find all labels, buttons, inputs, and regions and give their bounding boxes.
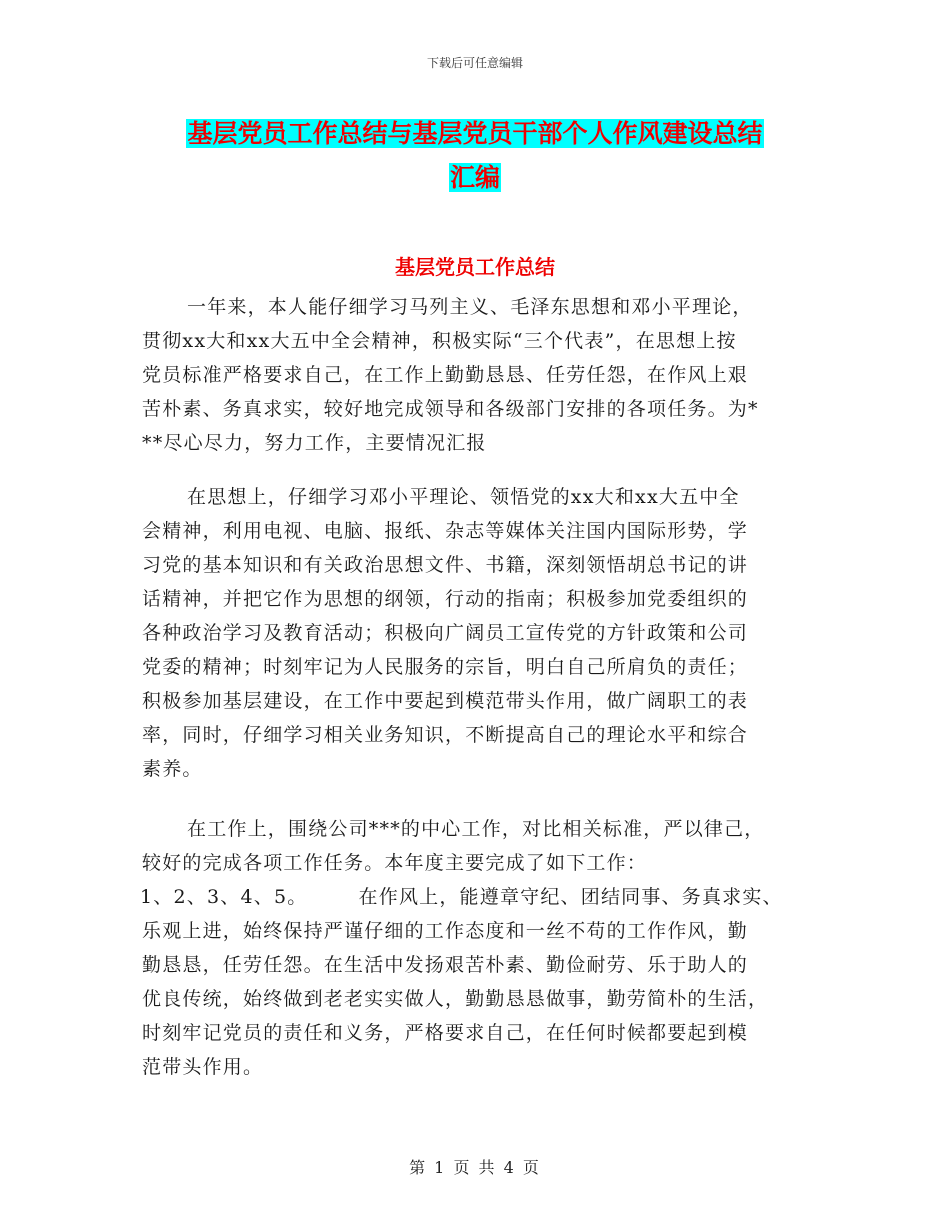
text-line: 在思想上，仔细学习邓小平理论、领悟党的xx大和xx大五中全: [187, 486, 740, 508]
text-line: 党委的精神；时刻牢记为人民服务的宗旨，明白自己所肩负的责任；: [142, 656, 749, 678]
text-line: 习党的基本知识和有关政治思想文件、书籍，深刻领悟胡总书记的讲: [142, 554, 749, 576]
page-footer: 第 1 页 共 4 页: [409, 1158, 541, 1177]
document-title-line2: 汇编: [449, 163, 500, 192]
text-line: 在工作上，围绕公司***的中心工作，对比相关标准，严以律己，: [187, 818, 765, 840]
header-note: 下载后可任意编辑: [426, 56, 523, 70]
text-line: 较好的完成各项工作任务。本年度主要完成了如下工作：: [142, 852, 648, 874]
document-title-line1: 基层党员工作总结与基层党员干部个人作风建设总结: [187, 119, 763, 148]
text-line: 积极参加基层建设，在工作中要起到模范带头作用，做广阔职工的表: [142, 690, 749, 712]
paragraph-2: [142, 480, 822, 786]
text-line: 各种政治学习及教育活动；积极向广阔员工宣传党的方针政策和公司: [142, 622, 749, 644]
text-line: 党员标准严格要求自己，在工作上勤勤恳恳、任劳任怨，在作风上艰: [142, 364, 749, 386]
text-line: 乐观上进，始终保持严谨仔细的工作态度和一丝不苟的工作作风，勤: [142, 920, 749, 942]
text-line: 优良传统，始终做到老老实实做人，勤勤恳恳做事，勤劳简朴的生活，: [142, 988, 769, 1010]
text-line: 话精神，并把它作为思想的纲领，行动的指南；积极参加党委组织的: [142, 588, 749, 610]
text-line: 贯彻xx大和xx大五中全会精神，积极实际“三个代表”，在思想上按: [142, 330, 737, 352]
text-line: 1、2、3、4、5。 在作风上，能遵章守纪、团结同事、务真求实、: [140, 886, 783, 908]
text-line: 苦朴素、务真求实，较好地完成领导和各级部门安排的各项任务。为*: [142, 398, 759, 420]
text-line: 时刻牢记党员的责任和义务，严格要求自己，在任何时候都要起到模: [142, 1022, 749, 1044]
text-line: 范带头作用。: [142, 1056, 264, 1078]
text-line: 素养。: [142, 758, 203, 780]
paragraph-3: [142, 812, 822, 1084]
text-line: 勤恳恳，任劳任怨。在生活中发扬艰苦朴素、勤俭耐劳、乐于助人的: [142, 954, 749, 976]
text-line: 一年来，本人能仔细学习马列主义、毛泽东思想和邓小平理论，: [187, 296, 753, 318]
paragraph-1: [142, 290, 822, 460]
section-heading: 基层党员工作总结: [395, 255, 555, 279]
text-line: **尽心尽力，努力工作，主要情况汇报: [142, 432, 487, 454]
text-line: 率，同时，仔细学习相关业务知识，不断提高自己的理论水平和综合: [142, 724, 749, 746]
text-line: 会精神，利用电视、电脑、报纸、杂志等媒体关注国内国际形势，学: [142, 520, 749, 542]
